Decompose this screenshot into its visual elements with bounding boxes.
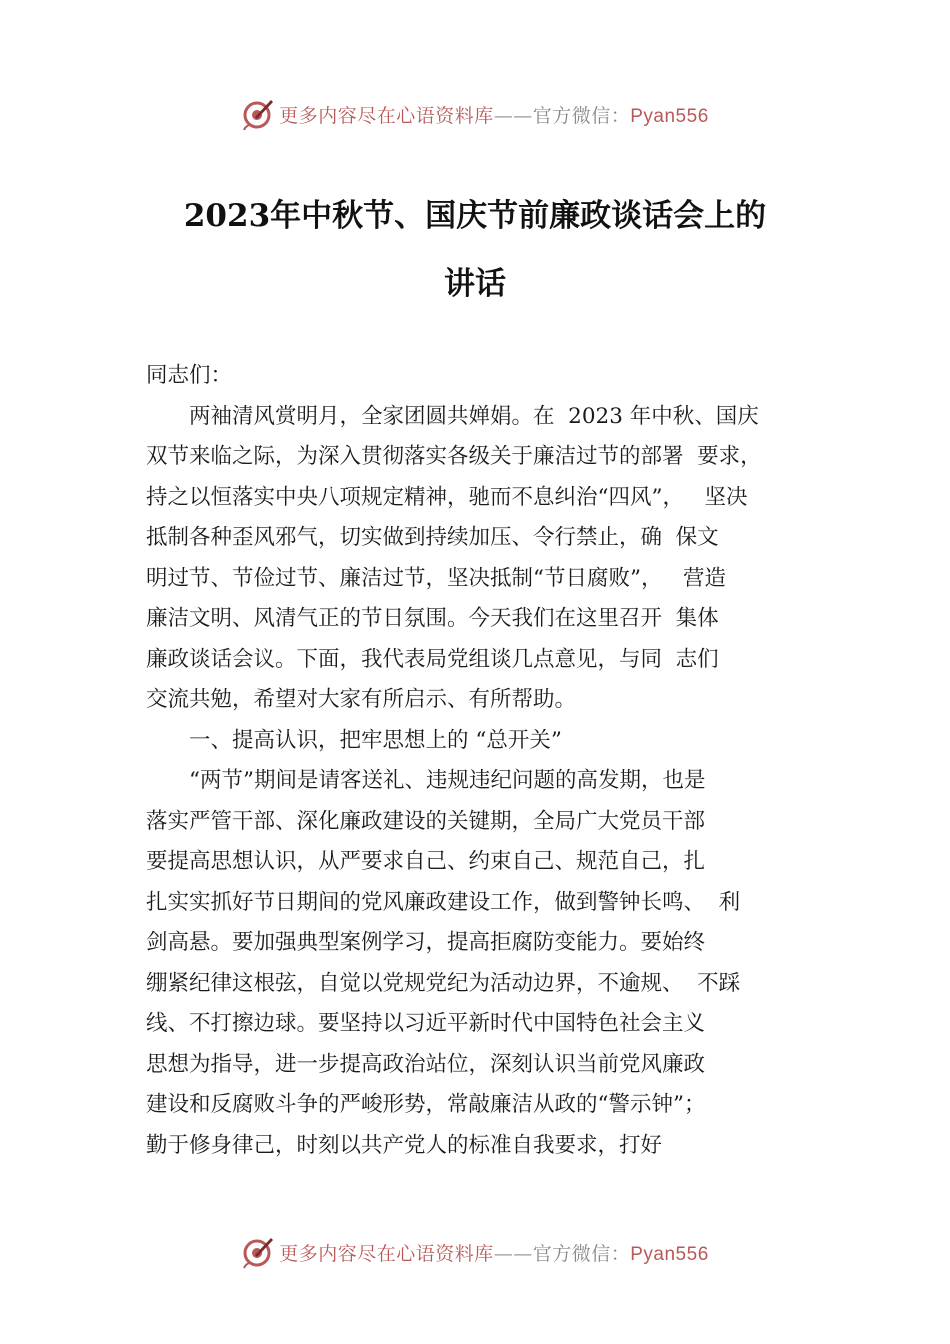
body-line: 建设和反腐败斗争的严峻形势，常敲廉洁从政的“警示钟”； (146, 1092, 706, 1117)
body-line: 持之以恒落实中央八项规定精神，驰而不息纠治“四风”， 坚决 (146, 484, 748, 510)
watermark-footer (0, 1232, 950, 1272)
body-line: 落实严管干部、深化廉政建设的关键期，全局广大党员干部 (146, 808, 706, 834)
body-line: “两节”期间是请客送礼、违规违纪问题的高发期，也是 (189, 768, 706, 793)
watermark-label: 官方微信： (532, 104, 631, 127)
body-line: 抵制各种歪风邪气，切实做到持续加压、令行禁止，确 保文 (146, 525, 719, 550)
body-line: 一、提高认识，把牢思想上的 “总开关” (189, 727, 562, 753)
body-line: 双节来临之际，为深入贯彻落实各级关于廉洁过节的部署 要求， (146, 444, 762, 469)
watermark-dash: —— (493, 104, 533, 127)
body-line: 绷紧纪律这根弦，自觉以党规党纪为活动边界，不逾规、 不踩 (146, 970, 741, 996)
watermark-label: 官方微信： (532, 1242, 631, 1265)
body-line: 同志们： (146, 363, 233, 388)
watermark-id: Pyan556 (630, 105, 709, 127)
watermark-header (0, 94, 950, 134)
document-title-line-1: 2023年中秋节、国庆节前廉政谈话会上的 (183, 198, 767, 234)
body-line: 线、不打擦边球。要坚持以习近平新时代中国特色社会主义 (146, 1011, 706, 1036)
watermark-brand: 更多内容尽在心语资料库 (279, 104, 494, 127)
watermark-brand: 更多内容尽在心语资料库 (279, 1242, 494, 1265)
body-line: 交流共勉，希望对大家有所启示、有所帮助。 (146, 687, 577, 712)
pen-circle-logo-icon (241, 97, 275, 131)
body-line: 廉政谈话会议。下面，我代表局党组谈几点意见，与同 志们 (146, 646, 719, 672)
document-body (146, 356, 826, 1166)
body-line: 勤于修身律己，时刻以共产党人的标准自我要求，打好 (146, 1132, 663, 1158)
watermark-text (279, 101, 709, 128)
body-line: 明过节、节俭过节、廉洁过节，坚决抵制“节日腐败”， 营造 (146, 565, 726, 591)
watermark-dash: —— (493, 1242, 533, 1265)
pen-circle-logo-icon (241, 1235, 275, 1269)
body-line: 思想为指导，进一步提高政治站位，深刻认识当前党风廉政 (146, 1051, 706, 1077)
body-line: 要提高思想认识，从严要求自己、约束自己、规范自己，扎 (146, 849, 706, 874)
document-title-line-2: 讲话 (444, 266, 506, 302)
body-line: 两袖清风赏明月，全家团圆共婵娟。在 2023 年中秋、国庆 (189, 403, 759, 429)
body-line: 廉洁文明、风清气正的节日氛围。今天我们在这里召开 集体 (146, 606, 719, 631)
body-line: 剑高悬。要加强典型案例学习，提高拒腐防变能力。要始终 (146, 930, 706, 955)
watermark-text (279, 1239, 709, 1266)
body-line: 扎实实抓好节日期间的党风廉政建设工作，做到警钟长鸣、 利 (146, 889, 741, 915)
watermark-id: Pyan556 (630, 1243, 709, 1265)
